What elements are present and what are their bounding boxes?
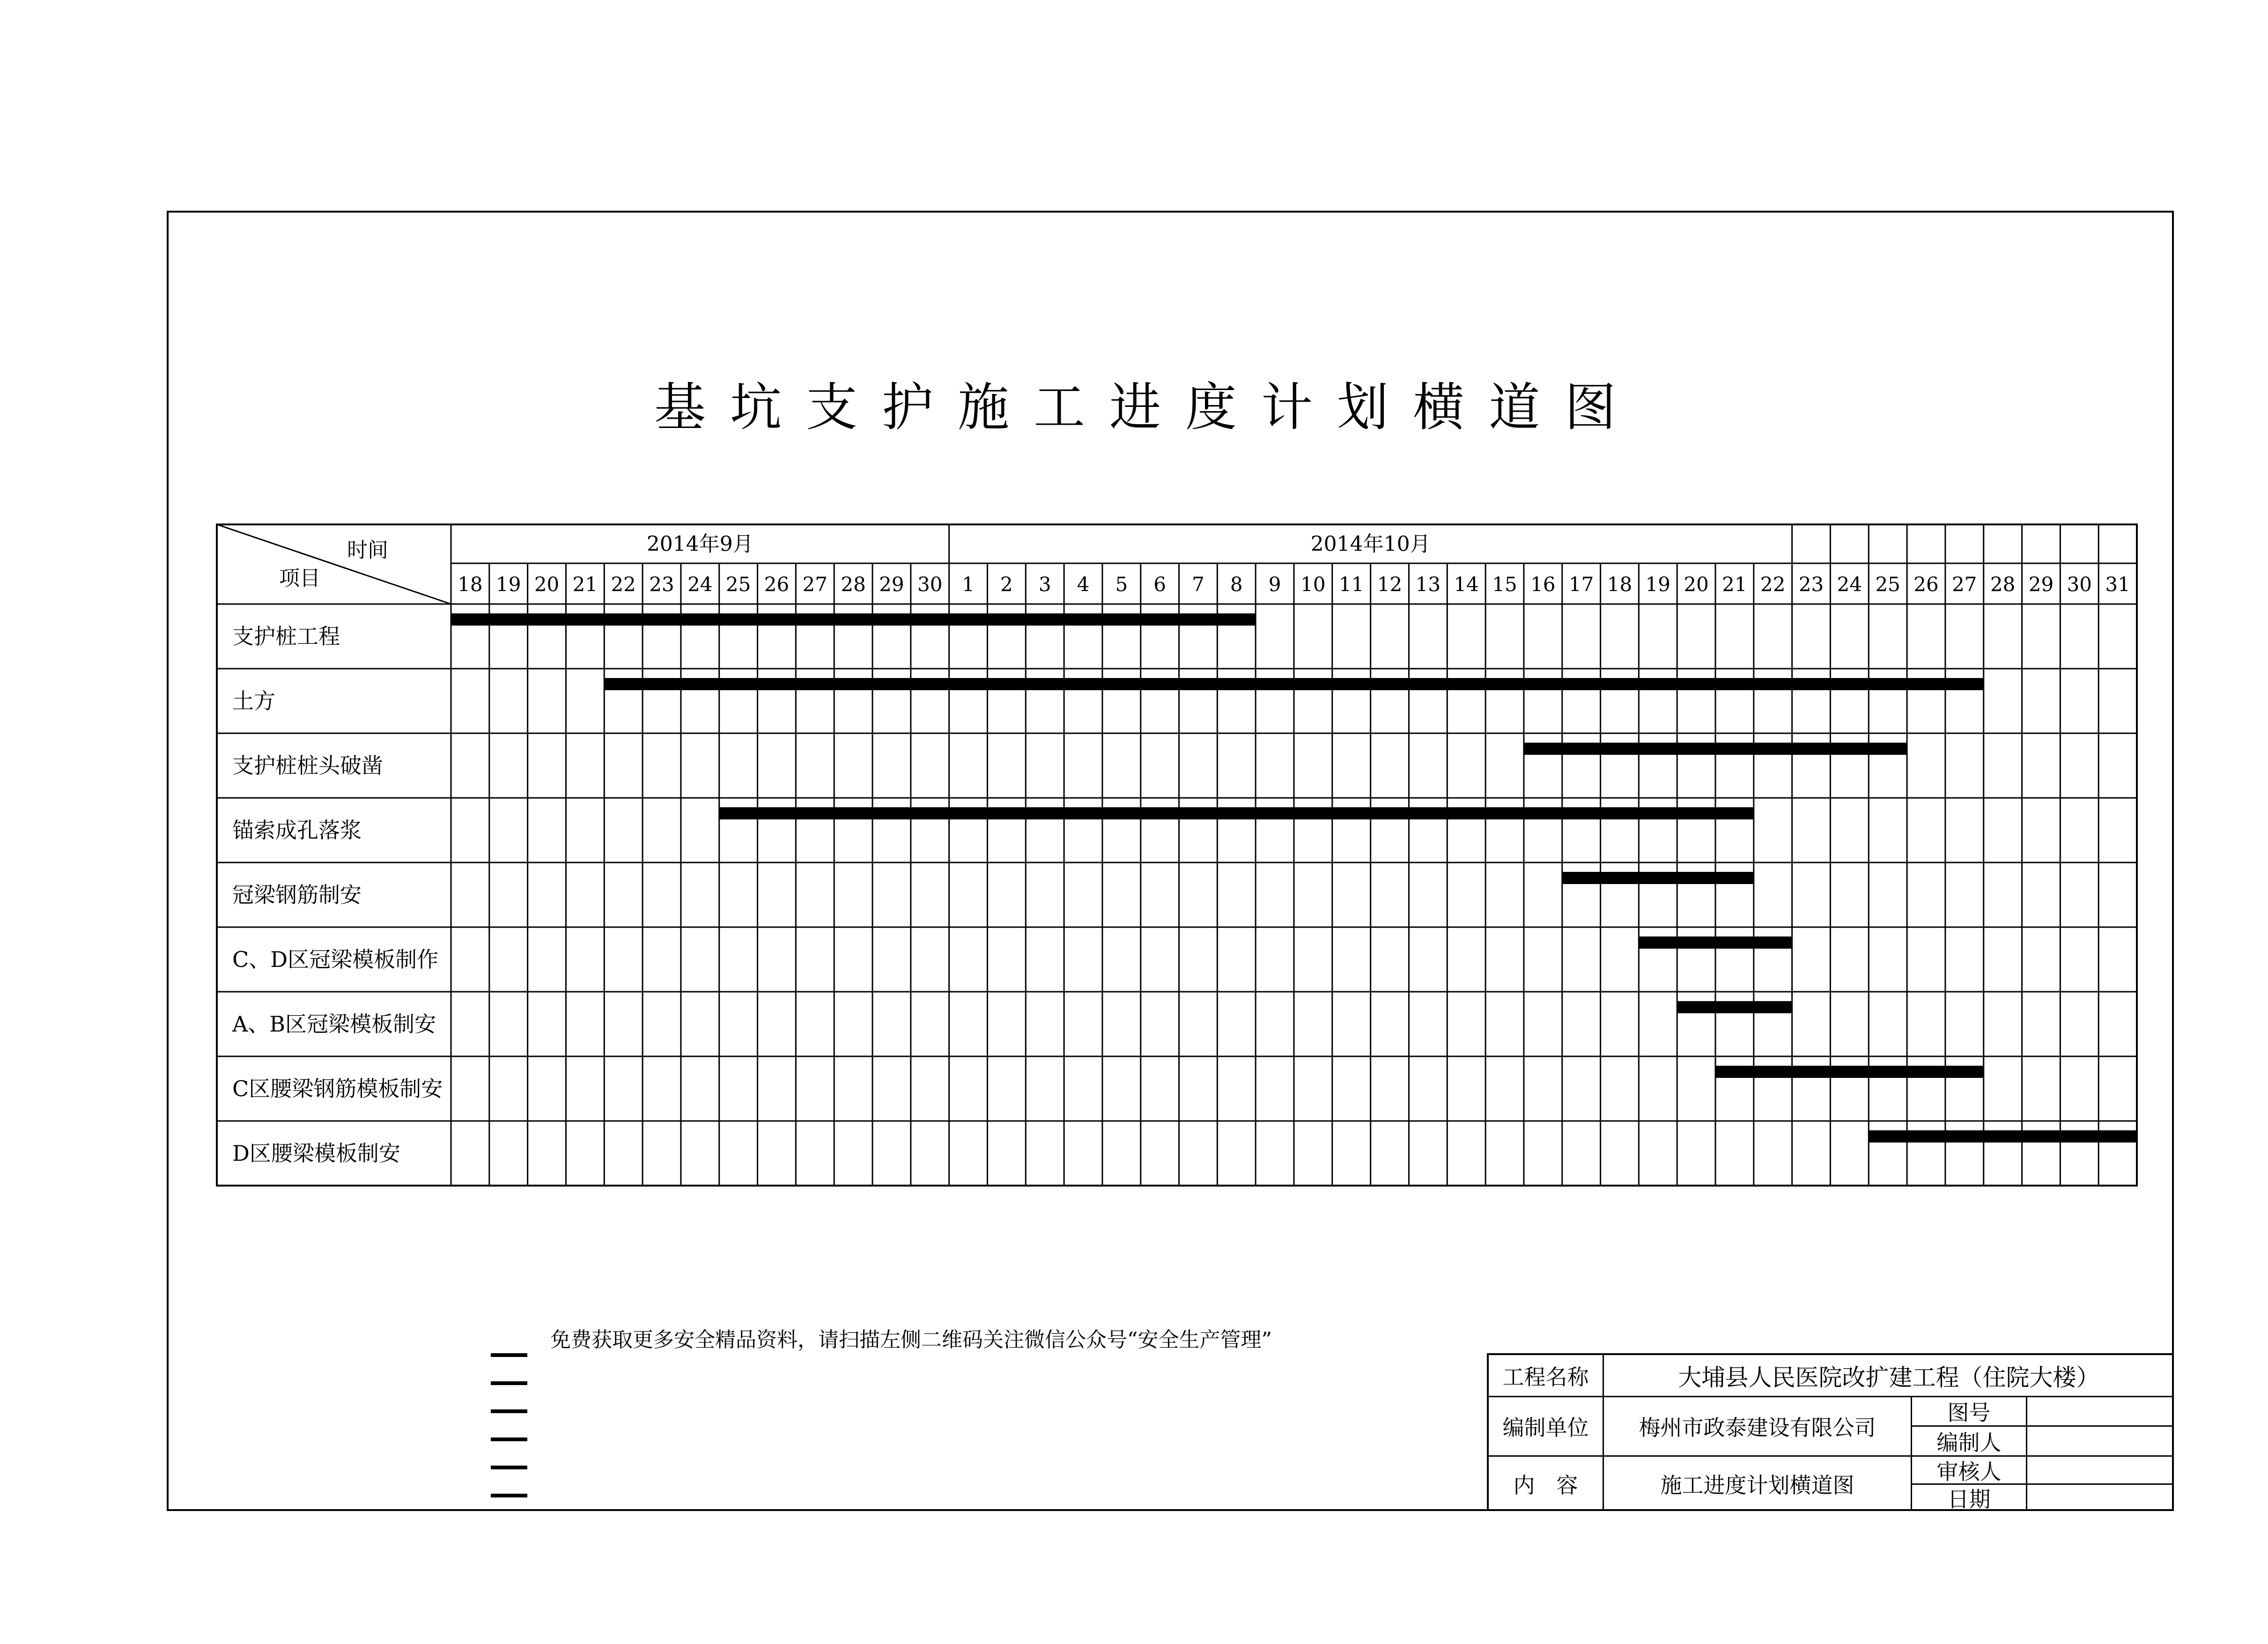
day-label: 23	[1798, 573, 1824, 596]
month-label-sep: 2014年9月	[646, 532, 754, 556]
day-label: 21	[1722, 573, 1747, 596]
title-block	[1487, 1353, 2174, 1511]
day-label: 19	[1645, 573, 1670, 596]
task-name: 支护桩桩头破凿	[232, 753, 383, 778]
date-value	[2027, 1485, 2174, 1511]
day-label: 2	[1000, 573, 1013, 596]
task-bar	[1715, 1066, 1984, 1078]
drawing-number-label: 图号	[1912, 1397, 2027, 1427]
task-name: C、D区冠梁模板制作	[232, 947, 439, 972]
reviewer-value	[2027, 1457, 2174, 1485]
task-bar	[1562, 872, 1754, 884]
content-value: 施工进度计划横道图	[1604, 1457, 1912, 1511]
task-name: 土方	[232, 688, 275, 714]
day-label: 24	[687, 573, 713, 596]
day-label: 22	[611, 573, 636, 596]
day-label: 3	[1038, 573, 1051, 596]
day-label: 20	[1684, 573, 1709, 596]
day-label: 18	[1607, 573, 1633, 596]
day-label: 9	[1268, 573, 1281, 596]
task-bar	[604, 678, 1983, 690]
day-label: 13	[1415, 573, 1441, 596]
day-label: 27	[1952, 573, 1977, 596]
compile-unit-value: 梅州市政泰建设有限公司	[1604, 1397, 1912, 1457]
day-label: 4	[1077, 573, 1090, 596]
drafter-value	[2027, 1427, 2174, 1457]
qr-code-fragment	[491, 1466, 527, 1469]
day-label: 1	[962, 573, 975, 596]
task-name: D区腰梁模板制安	[232, 1141, 400, 1166]
page-title: 基坑支护施工进度计划横道图	[654, 377, 1640, 437]
task-bar	[451, 613, 1256, 626]
day-label: 30	[917, 573, 943, 596]
date-label: 日期	[1912, 1485, 2027, 1511]
day-label: 27	[802, 573, 827, 596]
day-label: 28	[841, 573, 866, 596]
task-name: A、B区冠梁模板制安	[232, 1011, 436, 1037]
task-bar	[1677, 1001, 1792, 1013]
qr-notice-text: 免费获取更多安全精品资料，请扫描左侧二维码关注微信公众号“安全生产管理”	[550, 1328, 1272, 1352]
drawing-number-value	[2027, 1397, 2174, 1427]
day-label: 5	[1115, 573, 1128, 596]
day-label: 12	[1377, 573, 1403, 596]
time-label: 时间	[347, 538, 388, 562]
project-name-label: 工程名称	[1489, 1355, 1604, 1397]
content-label: 内 容	[1489, 1457, 1604, 1511]
task-bar	[1639, 936, 1792, 949]
task-name: 支护桩工程	[232, 624, 340, 649]
day-label: 17	[1568, 573, 1594, 596]
day-label: 22	[1760, 573, 1786, 596]
reviewer-label: 审核人	[1912, 1457, 2027, 1485]
day-label: 8	[1230, 573, 1243, 596]
day-label: 25	[725, 573, 751, 596]
day-label: 30	[2067, 573, 2092, 596]
qr-code-fragment	[491, 1381, 527, 1385]
day-label: 31	[2105, 573, 2130, 596]
task-bar	[1869, 1130, 2137, 1143]
day-label: 11	[1339, 573, 1364, 596]
day-label: 26	[1913, 573, 1939, 596]
task-bar	[1524, 743, 1907, 755]
day-label: 21	[572, 573, 598, 596]
qr-code-fragment	[491, 1353, 527, 1357]
day-label: 25	[1875, 573, 1900, 596]
qr-code-fragment	[491, 1494, 527, 1497]
day-label: 26	[764, 573, 790, 596]
day-label: 15	[1492, 573, 1517, 596]
header-diagonal	[217, 524, 451, 604]
day-label: 16	[1530, 573, 1556, 596]
qr-code-fragment	[491, 1438, 527, 1441]
task-name: 锚索成孔落浆	[232, 818, 362, 843]
project-name-value: 大埔县人民医院改扩建工程（住院大楼）	[1604, 1355, 2174, 1397]
day-label: 10	[1300, 573, 1326, 596]
day-label: 29	[879, 573, 904, 596]
day-label: 24	[1837, 573, 1862, 596]
day-label: 28	[1990, 573, 2016, 596]
item-label: 项目	[279, 566, 320, 590]
task-name: 冠梁钢筋制安	[232, 882, 362, 907]
task-name: C区腰梁钢筋模板制安	[232, 1076, 443, 1101]
compile-unit-label: 编制单位	[1489, 1397, 1604, 1457]
day-label: 20	[534, 573, 560, 596]
task-bar	[719, 807, 1754, 819]
day-label: 6	[1153, 573, 1167, 596]
month-label-oct: 2014年10月	[1310, 532, 1431, 556]
day-label: 18	[458, 573, 483, 596]
day-label: 29	[2028, 573, 2054, 596]
drafter-label: 编制人	[1912, 1427, 2027, 1457]
day-label: 14	[1454, 573, 1479, 596]
day-label: 19	[496, 573, 521, 596]
qr-code-fragment	[491, 1409, 527, 1413]
day-label: 23	[649, 573, 674, 596]
day-label: 7	[1192, 573, 1204, 596]
